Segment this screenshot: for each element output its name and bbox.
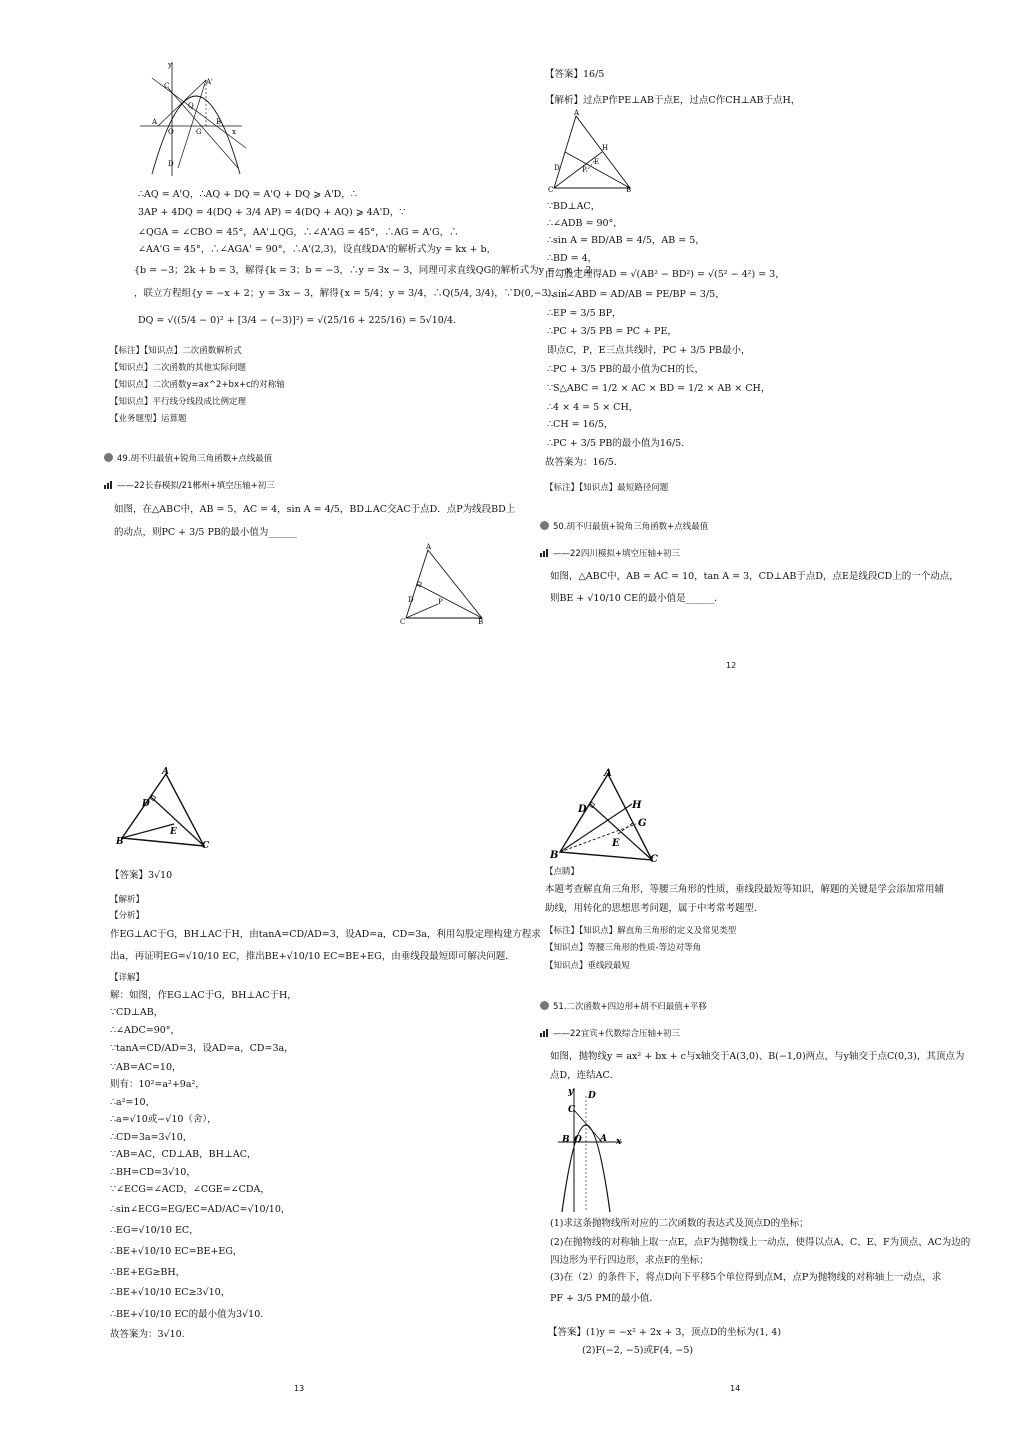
- question-source: [540, 1028, 680, 1041]
- solution-line: ∴∠ADB = 90°，: [547, 218, 623, 229]
- fig-label-g: G: [638, 818, 647, 829]
- q51-text: 点D，连结AC．: [550, 1070, 620, 1081]
- triangle-figure-50: [114, 766, 214, 850]
- solution-line: ∴sin A = BD/AB = 4/5，AB = 5，: [547, 235, 705, 246]
- solution-line: ∴∠ADC=90°，: [110, 1025, 181, 1036]
- solution-line: 故答案为：16/5．: [545, 457, 624, 468]
- question-title: [540, 521, 708, 534]
- fig-label-b: B: [550, 850, 559, 861]
- fig-label-b: B: [216, 118, 222, 126]
- fig-label-d: D: [578, 804, 587, 815]
- q51-source: ——22宜宾+代数综合压轴+初三: [553, 1029, 681, 1039]
- solution-line: ∴BE+√10/10 EC≥3√10，: [110, 1287, 231, 1298]
- q51-title: 51.二次函数+四边形+胡不归最值+平移: [553, 1002, 707, 1012]
- fenxi-text: 作EG⊥AC于G，BH⊥AC于H，由tanA=CD/AD=3，设AD=a，CD=3a，利用勾股定理构建方程求: [110, 929, 541, 940]
- fig-label-q: Q: [188, 102, 194, 110]
- page-number: 14: [730, 1384, 741, 1393]
- fig-label-d: D: [554, 164, 560, 172]
- parabola-figure-51: [556, 1084, 628, 1214]
- fig-label-a-prime: A': [206, 78, 213, 86]
- fig-label-a: A: [604, 768, 612, 779]
- fig-label-e: E: [170, 827, 177, 837]
- solution-line: ∵AB=AC=10，: [110, 1062, 182, 1073]
- answer-label: (2)F(−2, −5)或F(4, −5): [582, 1345, 694, 1356]
- solution-line: ，联立方程组{y = −x + 2；y = 3x − 3，解得{x = 5/4；y = 3/4，∴Q(5/4, 3/4)，∵D(0,−3)，∴: [134, 288, 571, 299]
- fig-label-c: C: [164, 82, 170, 90]
- solution-line: 即点C，P，E三点共线时，PC + 3/5 PB最小，: [547, 345, 751, 356]
- q49-title: 49.胡不归最值+锐角三角函数+点线最值: [117, 454, 273, 464]
- q50-text: 如图，△ABC中，AB = AC = 10，tan A = 3，CD⊥AB于点D，点E是线段CD上的一个动点，: [550, 571, 959, 582]
- fig-label-d: D: [142, 799, 150, 809]
- tag-line: 【业务题型】运算题: [110, 414, 187, 424]
- tag-line: 【知识点】等腰三角形的性质-等边对等角: [545, 943, 702, 953]
- q51-text: 如图，抛物线y = ax² + bx + c与x轴交于A(3,0)、B(−1,0)两点，与y轴交于点C(0,3)，其顶点为: [550, 1051, 965, 1062]
- fig-label-h: H: [602, 144, 609, 152]
- solution-line: ∴CH = 16/5，: [547, 419, 614, 430]
- tag-line: 【标注】【知识点】二次函数解析式: [110, 346, 242, 356]
- solution-line: DQ = √((5/4 − 0)² + [3/4 − (−3)]²) = √(25/16 + 225/16) = 5√10/4.: [138, 315, 457, 326]
- solution-line: ∴a²=10，: [110, 1097, 156, 1108]
- q50-source: ——22四川模拟+填空压轴+初三: [553, 549, 681, 559]
- solution-line: ∵S△ABC = 1/2 × AC × BD = 1/2 × AB × CH，: [547, 383, 771, 394]
- fig-label-c: C: [548, 186, 554, 194]
- solution-line: ∴4 × 4 = 5 × CH，: [547, 402, 639, 413]
- tag-line: 【知识点】二次函数y=ax^2+bx+c的对称轴: [110, 380, 285, 390]
- q51-part: (1)求这条抛物线所对应的二次函数的表达式及顶点D的坐标；: [550, 1218, 809, 1229]
- solution-line: ∵BD⊥AC，: [547, 201, 601, 212]
- dianjing-text: 本题考查解直角三角形，等腰三角形的性质，垂线段最短等知识，解题的关键是学会添加常用辅: [545, 884, 945, 895]
- solution-line: ∴BH=CD=3√10，: [110, 1167, 196, 1178]
- solution-line: ∴BE+√10/10 EC的最小值为3√10.: [110, 1309, 264, 1320]
- question-source: [104, 480, 275, 493]
- fig-label-y: y: [568, 1087, 574, 1097]
- fig-label-x: x: [232, 128, 236, 136]
- fenxi-text: 出a，再证明EG=√10/10 EC，推出BE+√10/10 EC=BE+EG，由垂线段最短即可解决问题．: [110, 951, 515, 962]
- question-bullet-icon: [540, 521, 549, 530]
- signal-bars-icon: [540, 548, 549, 557]
- fig-label-o: O: [168, 128, 174, 136]
- fig-label-b: B: [626, 186, 632, 194]
- fig-label-b: B: [478, 618, 484, 626]
- solution-line: ∴CD=3a=3√10，: [110, 1132, 193, 1143]
- solution-line: 由勾股定理得AD = √(AB² − BD²) = √(5² − 4²) = 3，: [545, 269, 785, 280]
- fig-label-a: A: [574, 109, 580, 117]
- fig-label-x: x: [616, 1137, 622, 1147]
- fig-label-b: B: [116, 837, 124, 847]
- answer-label: 【答案】16/5: [545, 69, 605, 80]
- solution-line: ∴PC + 3/5 PB的最小值为CH的长，: [547, 364, 704, 375]
- q51-part: (2)在抛物线的对称轴上取一点E，点F为抛物线上一动点，使得以点A、C、E、F为顶点、AC为边的: [550, 1237, 971, 1248]
- solution-line: 则有：10²=a²+9a²，: [110, 1079, 205, 1090]
- fig-label-c: C: [400, 618, 406, 626]
- fig-label-c: C: [568, 1105, 576, 1115]
- page-number: 13: [294, 1384, 305, 1393]
- fenxi-label: 【分析】: [110, 911, 145, 921]
- fig-label-a: A: [152, 118, 158, 126]
- answer-label: 【答案】(1)y = −x² + 2x + 3，顶点D的坐标为(1, 4): [548, 1327, 782, 1338]
- analysis-label: 【解析】过点P作PE⊥AB于点E，过点C作CH⊥AB于点H，: [545, 95, 801, 106]
- fig-label-a: A: [162, 767, 169, 777]
- triangle-figure-49-solution: [546, 108, 638, 194]
- question-bullet-icon: [104, 453, 113, 462]
- page-number: 12: [726, 661, 737, 670]
- solution-line: ∴PC + 3/5 PB = PC + PE，: [547, 326, 677, 337]
- signal-bars-icon: [540, 1028, 549, 1037]
- fig-label-c: C: [202, 841, 210, 850]
- question-title: [104, 453, 272, 466]
- solution-line: ∴EP = 3/5 BP，: [547, 308, 622, 319]
- dianjing-text: 助线，用转化的思想思考问题，属于中考常考题型．: [545, 903, 764, 914]
- fig-label-a: A: [600, 1134, 607, 1144]
- fig-label-y: y: [168, 61, 172, 69]
- analysis-label: 【解析】: [110, 895, 145, 905]
- tag-line: 【知识点】垂线段最短: [545, 961, 631, 971]
- q49-source: ——22长春模拟/21郴州+填空压轴+初三: [117, 481, 275, 491]
- solution-line: ∴AQ = A'Q，∴AQ + DQ = A'Q + DQ ⩾ A'D，∴: [138, 189, 357, 200]
- solution-line: ∵∠ECG=∠ACD，∠CGE=∠CDA，: [110, 1184, 270, 1195]
- triangle-figure-50-solution: [546, 766, 666, 866]
- fig-label-e: E: [594, 158, 600, 166]
- xiangjie-label: 【详解】: [110, 973, 145, 983]
- solution-line: {b = −3；2k + b = 3，解得{k = 3；b = −3，∴y = 3x − 3，同理可求直线QG的解析式为y = −x + 2: [134, 265, 592, 276]
- solution-line: ∴BE+√10/10 EC=BE+EG，: [110, 1246, 243, 1257]
- tag-line: 【知识点】二次函数的其他实际问题: [110, 363, 247, 373]
- tag-line: 【知识点】平行线分线段成比例定理: [110, 397, 247, 407]
- q51-part: PF + 3/5 PM的最小值．: [550, 1293, 659, 1304]
- solution-line: ∴BD = 4，: [547, 253, 598, 264]
- tag-line: 【标注】【知识点】解直角三角形的定义及常见类型: [545, 926, 737, 936]
- solution-line: ∴EG=√10/10 EC，: [110, 1225, 199, 1236]
- q51-part: (3)在（2）的条件下，将点D向下平移5个单位得到点M，点P为抛物线的对称轴上一动点，求: [550, 1272, 942, 1283]
- signal-bars-icon: [104, 480, 113, 489]
- fig-label-p: P: [438, 598, 443, 606]
- solution-line: 3AP + 4DQ = 4(DQ + 3/4 AP) = 4(DQ + AQ) ⩾ 4A'D，∵: [138, 207, 406, 218]
- q49-text: 的动点，则PC + 3/5 PB的最小值为______: [114, 527, 297, 538]
- solution-line: ∴PC + 3/5 PB的最小值为16/5．: [547, 438, 691, 449]
- solution-line: ∠QGA = ∠CBO = 45°，AA'⊥QG，∴∠A'AG = 45°，∴AG = A'G，∴: [138, 227, 459, 238]
- solution-line: ∵CD⊥AB，: [110, 1007, 164, 1018]
- triangle-figure-49: [398, 542, 490, 626]
- fig-label-o: O: [574, 1135, 582, 1145]
- question-title: [540, 1001, 707, 1014]
- solution-line: ∠AA'G = 45°，∴∠AGA' = 90°，∴A'(2,3)，设直线DA'的解析式为y = kx + b，: [138, 244, 497, 255]
- fig-label-g: G: [196, 128, 202, 136]
- solution-line: ∵tanA=CD/AD=3，设AD=a，CD=3a，: [110, 1043, 294, 1054]
- q49-text: 如图，在△ABC中，AB = 5，AC = 4，sin A = 4/5，BD⊥AC交AC于点D．点P为线段BD上: [114, 504, 516, 515]
- solution-line: ∴sin∠ECG=EG/EC=AD/AC=√10/10，: [110, 1204, 291, 1215]
- solution-line: ∴sin∠ABD = AD/AB = PE/BP = 3/5，: [547, 289, 725, 300]
- fig-label-d: D: [588, 1091, 596, 1101]
- fig-label-e: E: [612, 838, 620, 849]
- solution-line: 故答案为：3√10.: [110, 1329, 185, 1340]
- question-bullet-icon: [540, 1001, 549, 1010]
- fig-label-a: A: [426, 543, 432, 551]
- fig-label-c: C: [650, 854, 658, 865]
- fig-label-h: H: [632, 800, 642, 811]
- solution-line: ∴a=√10或−√10（舍），: [110, 1114, 217, 1125]
- fig-label-d: D: [408, 596, 414, 604]
- solution-line: ∴BE+EG≥BH，: [110, 1267, 186, 1278]
- q51-part: 四边形为平行四边形，求点F的坐标；: [550, 1255, 709, 1266]
- question-source: [540, 548, 680, 561]
- parabola-figure: [138, 58, 248, 178]
- fig-label-d: D: [168, 160, 174, 168]
- fig-label-b: B: [562, 1135, 570, 1145]
- solution-line: ∵AB=AC，CD⊥AB，BH⊥AC，: [110, 1149, 257, 1160]
- dianjing-label: 【点睛】: [545, 867, 580, 877]
- solution-line: 解：如图，作EG⊥AC于G，BH⊥AC于H，: [110, 990, 297, 1001]
- q50-text: 则BE + √10/10 CE的最小值是______．: [550, 593, 724, 604]
- fig-label-p: P: [582, 166, 587, 174]
- q50-title: 50.胡不归最值+锐角三角函数+点线最值: [553, 522, 709, 532]
- answer-label: 【答案】3√10: [110, 870, 173, 881]
- tag-line: 【标注】【知识点】最短路径问题: [545, 483, 669, 493]
